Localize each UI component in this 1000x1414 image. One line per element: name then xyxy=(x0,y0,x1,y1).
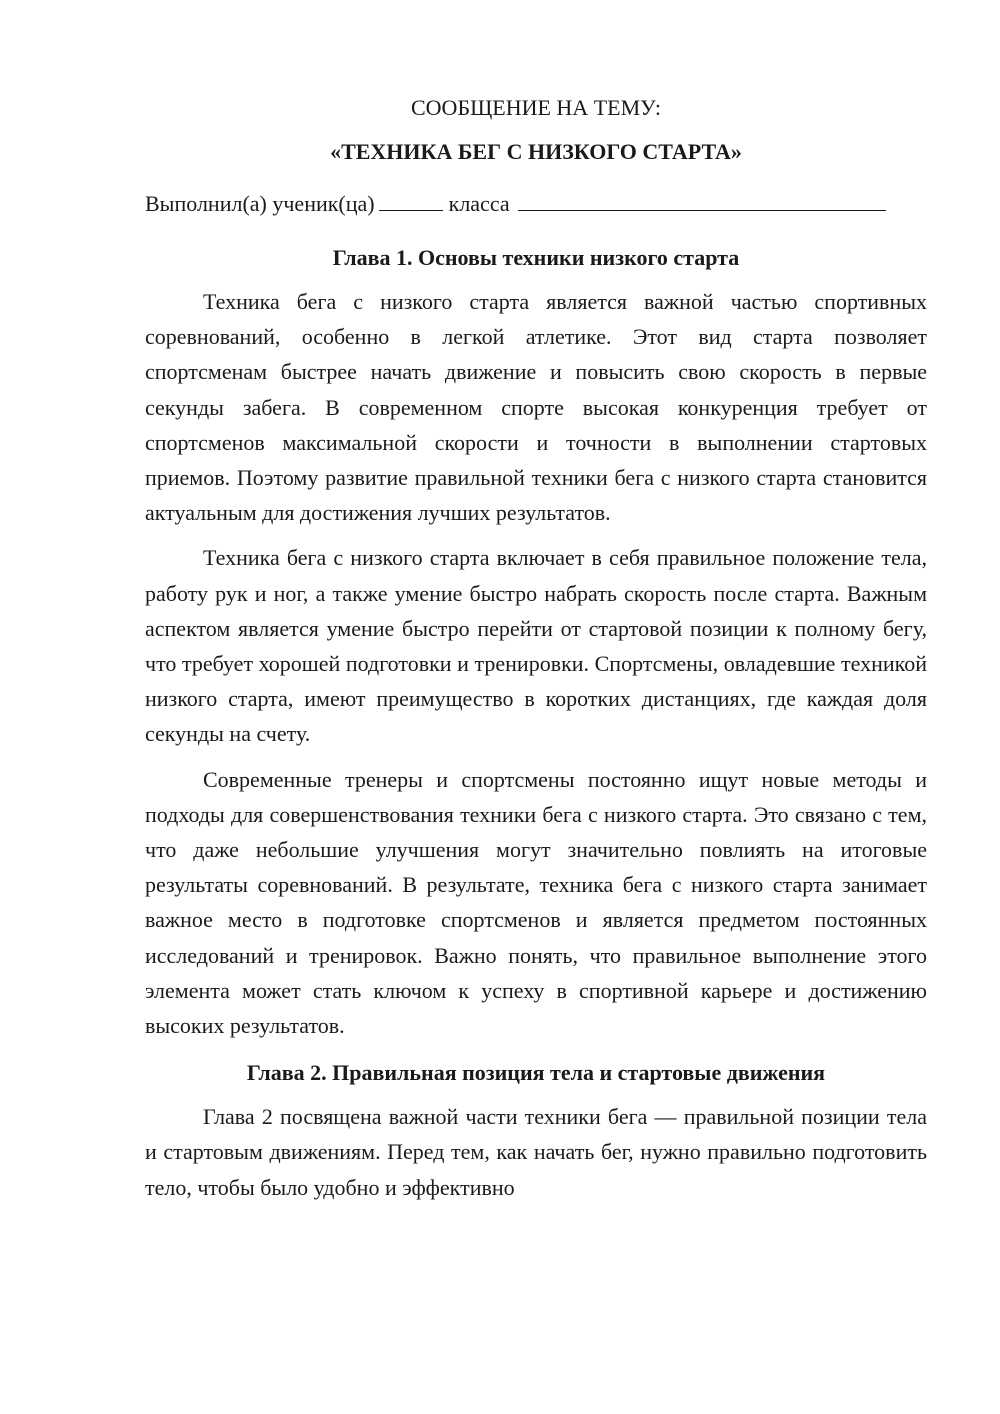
class-name-blank xyxy=(518,188,886,211)
document-title-line-1: СООБЩЕНИЕ НА ТЕМУ: xyxy=(411,95,661,120)
author-class-label: класса xyxy=(448,191,510,216)
chapter-1-heading: Глава 1. Основы техники низкого старта xyxy=(332,245,740,270)
chapter-1-paragraph-2: Техника бега с низкого старта включает в себя правильное положение тела, работу рук и ног, а также умение быстро набрать скорость после старта. Важным аспектом является умение быстро перейти от стартовой позиции к полному бегу, что требует хорошей подготовки и тренировки. Спортсмены, овладевшие техникой низкого старта, имеют преимущество в коротких дистанциях, где каждая доля секунды на счету. xyxy=(145,545,927,747)
document-page xyxy=(145,92,927,1205)
chapter-1-paragraph-3: Современные тренеры и спортсмены постоянно ищут новые методы и подходы для совершенствования техники бега с низкого старта. Это связано с тем, что даже небольшие улучшения могут значительно повлиять на итоговые результаты соревнований. В результате, техника бега с низкого старта занимает важное место в подготовке спортсменов и является предметом постоянных исследований и тренировок. Важно понять, что правильное выполнение этого элемента может стать ключом к успеху в спортивной карьере и достижению высоких результатов. xyxy=(145,766,927,1039)
class-number-blank xyxy=(379,188,443,211)
author-line xyxy=(145,188,927,220)
document-title-line-2: «ТЕХНИКА БЕГ С НИЗКОГО СТАРТА» xyxy=(330,139,742,164)
chapter-1-paragraph-1: Техника бега с низкого старта является важной частью спортивных соревнований, особенно в легкой атлетике. Этот вид старта позволяет спортсменам быстрее начать движение и повысить свою скорость в первые секунды забега. В современном спорте высокая конкуренция требует от спортсменов максимальной скорости и точности в выполнении стартовых приемов. Поэтому развитие правильной техники бега с низкого старта становится актуальным для достижения лучших результатов. xyxy=(145,289,927,526)
chapter-2-paragraph-1: Глава 2 посвящена важной части техники бега — правильной позиции тела и стартовым движениям. Перед тем, как начать бег, нужно правильно подготовить тело, чтобы было удобно и эффективно xyxy=(145,1104,927,1200)
author-prefix: Выполнил(а) ученик(ца) xyxy=(145,191,375,216)
chapter-2-heading: Глава 2. Правильная позиция тела и стартовые движения xyxy=(246,1060,826,1086)
